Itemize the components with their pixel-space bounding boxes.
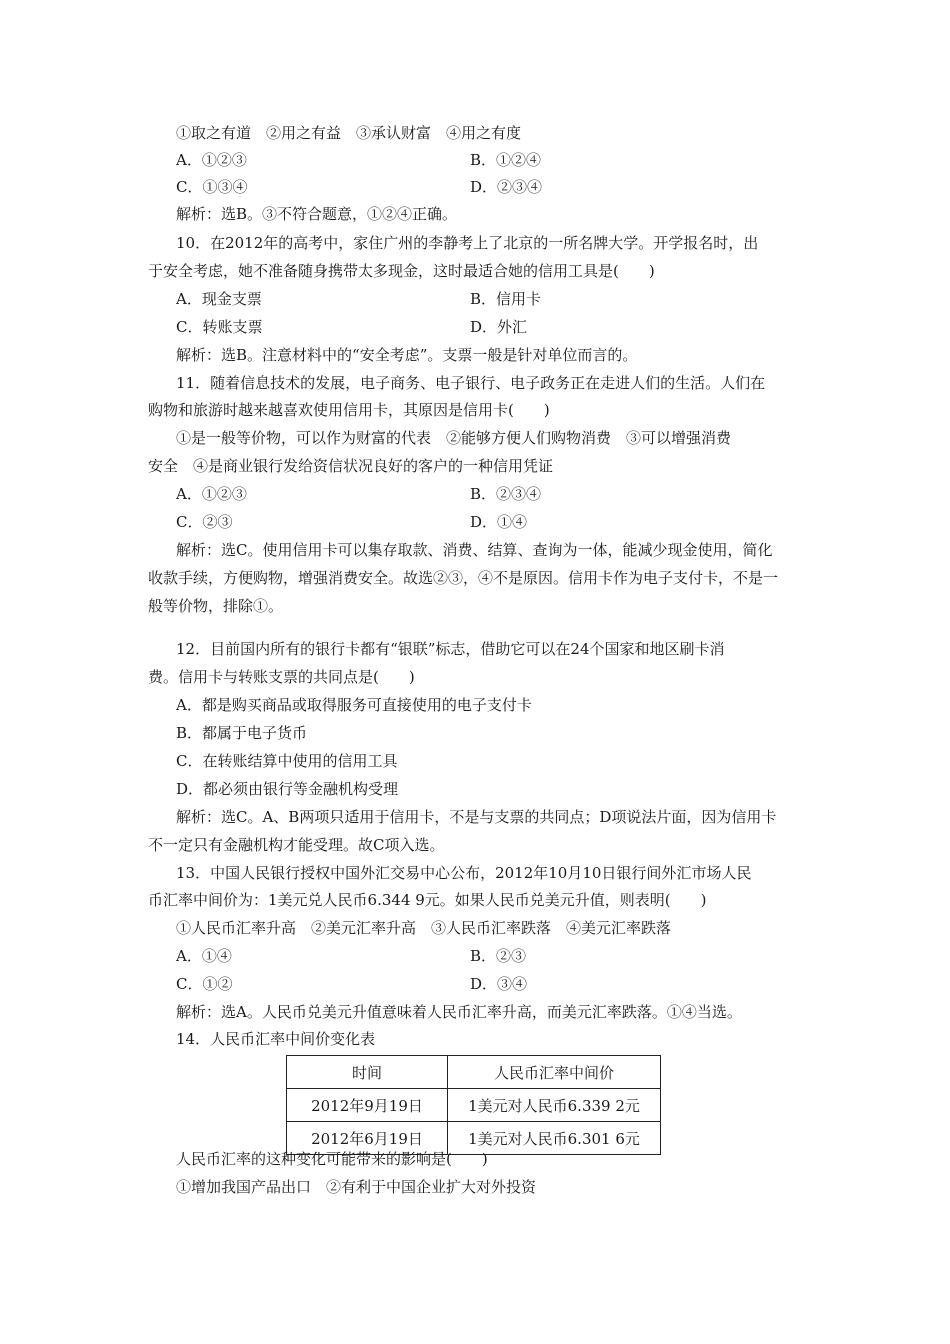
q13-stem-line1: 13．中国人民银行授权中国外汇交易中心公布，2012年10月10日银行间外汇市场人民 [176, 864, 752, 882]
exchange-rate-table [286, 1055, 661, 1155]
q9-options-line: ①取之有道 ②用之有益 ③承认财富 ④用之有度 [176, 124, 522, 142]
q12-stem-line1: 12．目前国内所有的银行卡都有“银联”标志，借助它可以在24个国家和地区刷卡消 [176, 640, 725, 658]
q9-option-b: B．①②④ [470, 151, 542, 169]
q9-option-a: A．①②③ [176, 151, 247, 169]
q9-option-c: C．①③④ [176, 178, 248, 196]
q11-options-line2: 安全 ④是商业银行发给资信状况良好的客户的一种信用凭证 [148, 457, 554, 475]
q13-option-b: B．②③ [470, 947, 527, 965]
q12-stem-line2: 费。信用卡与转账支票的共同点是( ) [148, 668, 415, 686]
q10-option-a: A．现金支票 [176, 290, 262, 308]
q10-stem-line2: 于安全考虑，她不准备随身携带太多现金，这时最适合她的信用工具是( ) [148, 262, 655, 280]
q14-options-line: ①增加我国产品出口 ②有利于中国企业扩大对外投资 [176, 1178, 537, 1196]
table-cell-date: 2012年6月19日 [287, 1122, 448, 1155]
q14-question: 人民币汇率的这种变化可能带来的影响是( ) [176, 1150, 488, 1168]
q11-analysis-line1: 解析：选C。使用信用卡可以集存取款、消费、结算、查询为一体，能减少现金使用，简化 [176, 541, 773, 559]
table-row [287, 1089, 661, 1122]
q11-option-d: D．①④ [470, 513, 528, 531]
q12-analysis-line1: 解析：选C。A、B两项只适用于信用卡，不是与支票的共同点；D项说法片面，因为信用卡 [176, 808, 777, 826]
q13-option-a: A．①④ [176, 947, 232, 965]
q12-option-d: D．都必须由银行等金融机构受理 [176, 780, 399, 798]
q10-option-b: B．信用卡 [470, 290, 542, 308]
q14-stem: 14．人民币汇率中间价变化表 [176, 1030, 376, 1048]
table-header-time: 时间 [287, 1056, 448, 1089]
q11-analysis-line3: 般等价物，排除①。 [148, 597, 284, 615]
table-header-row [287, 1056, 661, 1089]
q13-analysis: 解析：选A。人民币兑美元升值意味着人民币汇率升高，而美元汇率跌落。①④当选。 [176, 1003, 742, 1021]
q12-option-c: C．在转账结算中使用的信用工具 [176, 752, 398, 770]
q10-option-c: C．转账支票 [176, 318, 263, 336]
q12-option-b: B．都属于电子货币 [176, 724, 308, 742]
q13-option-d: D．③④ [470, 975, 528, 993]
q10-stem-line1: 10．在2012年的高考中，家住广州的李静考上了北京的一所名牌大学。开学报名时，出 [176, 234, 759, 252]
q11-stem-line2: 购物和旅游时越来越喜欢使用信用卡，其原因是信用卡( ) [148, 401, 550, 419]
table-cell-date: 2012年9月19日 [287, 1089, 448, 1122]
q9-analysis: 解析：选B。③不符合题意，①②④正确。 [176, 205, 458, 223]
q13-option-c: C．①② [176, 975, 233, 993]
table-header-rate: 人民币汇率中间价 [448, 1056, 661, 1089]
q11-options-line1: ①是一般等价物，可以作为财富的代表 ②能够方便人们购物消费 ③可以增强消费 [176, 429, 732, 447]
q11-stem-line1: 11．随着信息技术的发展，电子商务、电子银行、电子政务正在走进人们的生活。人们在 [176, 374, 766, 392]
table-cell-rate: 1美元对人民币6.301 6元 [448, 1122, 661, 1155]
q12-analysis-line2: 不一定只有金融机构才能受理。故C项入选。 [148, 836, 445, 854]
q11-option-c: C．②③ [176, 513, 233, 531]
q10-analysis: 解析：选B。注意材料中的“安全考虑”。支票一般是针对单位而言的。 [176, 346, 638, 364]
q12-option-a: A．都是购买商品或取得服务可直接使用的电子支付卡 [176, 696, 532, 714]
q11-analysis-line2: 收款手续，方便购物，增强消费安全。故选②③，④不是原因。信用卡作为电子支付卡，不是一 [148, 569, 779, 587]
table-cell-rate: 1美元对人民币6.339 2元 [448, 1089, 661, 1122]
q13-options-line: ①人民币汇率升高 ②美元汇率升高 ③人民币汇率跌落 ④美元汇率跌落 [176, 919, 672, 937]
q10-option-d: D．外汇 [470, 318, 528, 336]
q11-option-a: A．①②③ [176, 485, 247, 503]
q11-option-b: B．②③④ [470, 485, 542, 503]
q9-option-d: D．②③④ [470, 178, 543, 196]
q13-stem-line2: 币汇率中间价为：1美元兑人民币6.344 9元。如果人民币兑美元升值，则表明( ) [148, 891, 707, 909]
